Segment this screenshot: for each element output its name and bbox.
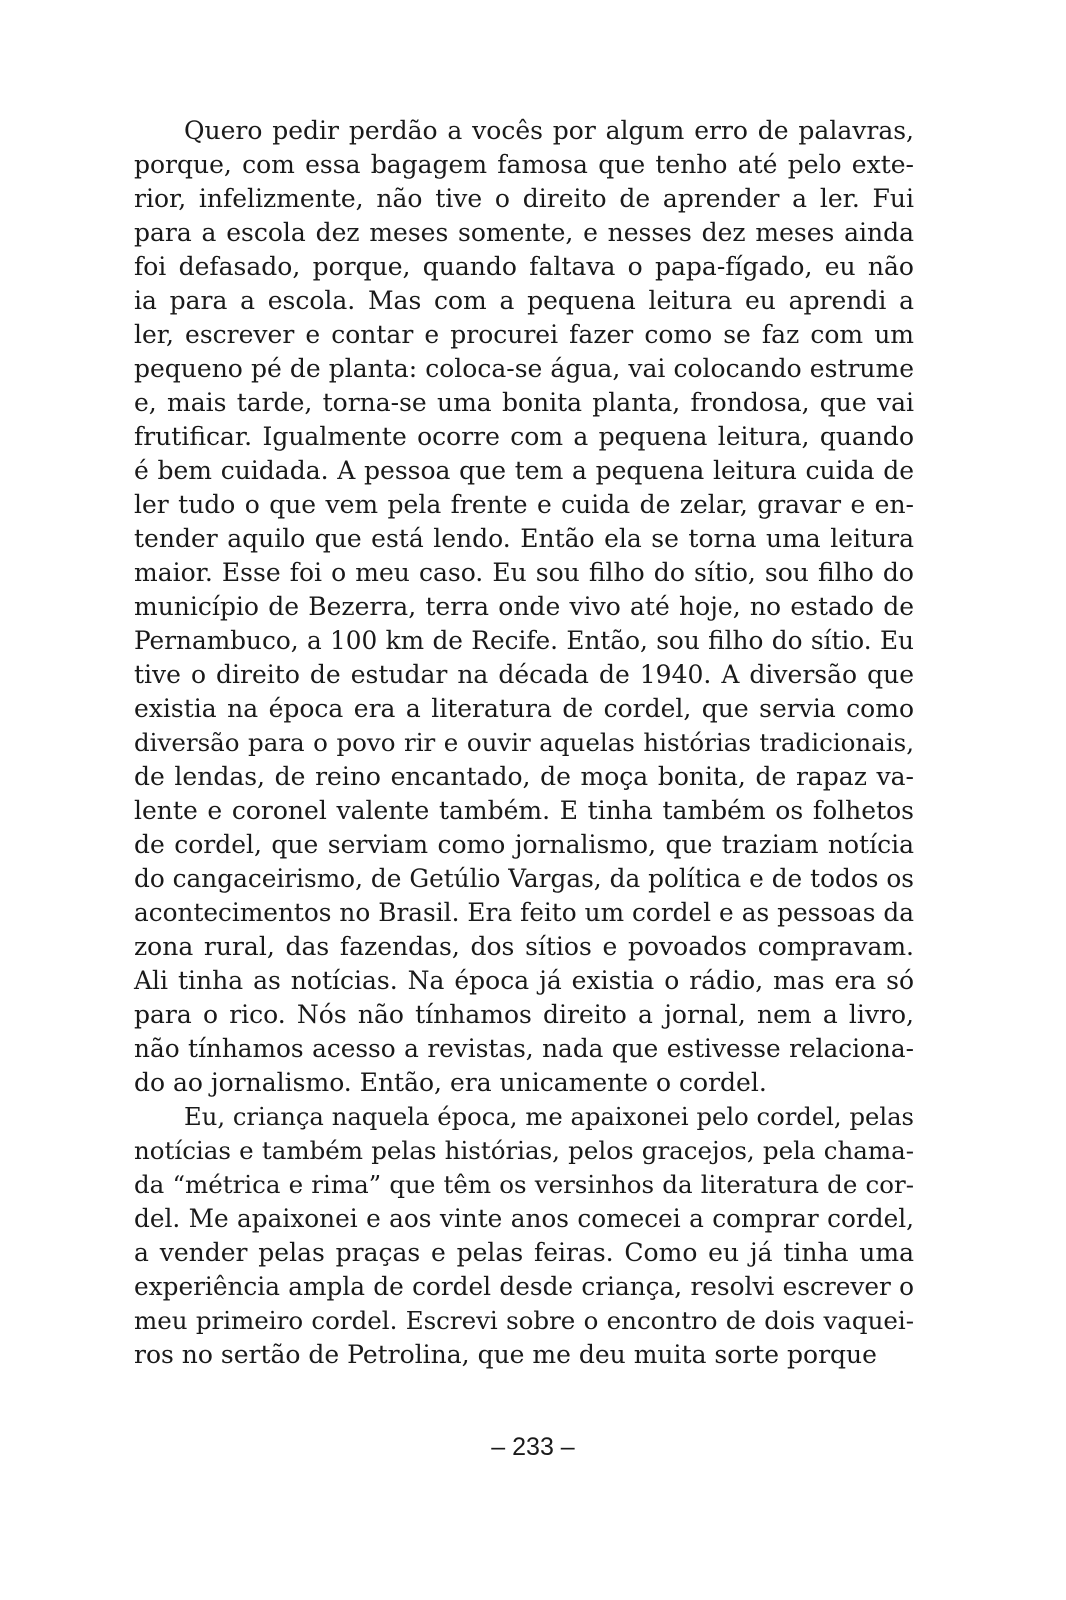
page-number: – 233 –	[491, 1433, 575, 1461]
text-line: de lendas, de reino encantado, de moça bonita, de rapaz va-	[134, 762, 914, 791]
text-line: e, mais tarde, torna-se uma bonita planta, frondosa, que vai	[134, 388, 914, 417]
text-line: rior, infelizmente, não tive o direito de aprender a ler. Fui	[134, 184, 914, 213]
text-line: para a escola dez meses somente, e nesses dez meses ainda	[134, 218, 914, 247]
text-line: ros no sertão de Petrolina, que me deu muita sorte porque	[134, 1340, 877, 1369]
text-line: foi defasado, porque, quando faltava o papa-fígado, eu não	[134, 252, 914, 281]
text-line: existia na época era a literatura de cordel, que servia como	[134, 694, 914, 723]
text-line: acontecimentos no Brasil. Era feito um cordel e as pessoas da	[134, 898, 914, 927]
text-line: do cangaceirismo, de Getúlio Vargas, da política e de todos os	[134, 864, 914, 893]
text-line: diversão para o povo rir e ouvir aquelas histórias tradicionais,	[134, 728, 914, 757]
text-line: tender aquilo que está lendo. Então ela se torna uma leitura	[134, 524, 914, 553]
text-line: lente e coronel valente também. E tinha também os folhetos	[134, 796, 914, 825]
text-line: meu primeiro cordel. Escrevi sobre o encontro de dois vaquei-	[134, 1306, 914, 1335]
text-line: ler tudo o que vem pela frente e cuida de zelar, gravar e en-	[134, 490, 914, 519]
body-text	[134, 114, 914, 1372]
text-line: para o rico. Nós não tínhamos direito a jornal, nem a livro,	[134, 1000, 914, 1029]
text-line: maior. Esse foi o meu caso. Eu sou filho do sítio, sou filho do	[134, 558, 914, 587]
text-line: da “métrica e rima” que têm os versinhos da literatura de cor-	[134, 1170, 914, 1199]
text-line: ia para a escola. Mas com a pequena leitura eu aprendi a	[134, 286, 914, 315]
text-line: ler, escrever e contar e procurei fazer como se faz com um	[134, 320, 914, 349]
text-line: a vender pelas praças e pelas feiras. Como eu já tinha uma	[134, 1238, 914, 1267]
text-line: zona rural, das fazendas, dos sítios e povoados compravam.	[134, 932, 914, 961]
text-line: porque, com essa bagagem famosa que tenho até pelo exte-	[134, 150, 914, 179]
text-line: experiência ampla de cordel desde criança, resolvi escrever o	[134, 1272, 914, 1301]
text-line: não tínhamos acesso a revistas, nada que estivesse relaciona-	[134, 1034, 914, 1063]
text-line: é bem cuidada. A pessoa que tem a pequena leitura cuida de	[134, 456, 914, 485]
text-line: Ali tinha as notícias. Na época já existia o rádio, mas era só	[134, 966, 914, 995]
text-line: município de Bezerra, terra onde vivo até hoje, no estado de	[134, 592, 914, 621]
paragraph	[134, 114, 914, 1100]
text-line: tive o direito de estudar na década de 1940. A diversão que	[134, 660, 914, 689]
text-line: de cordel, que serviam como jornalismo, que traziam notícia	[134, 830, 914, 859]
text-line: Pernambuco, a 100 km de Recife. Então, sou filho do sítio. Eu	[134, 626, 914, 655]
paragraph	[134, 1100, 914, 1372]
text-line: Quero pedir perdão a vocês por algum erro de palavras,	[184, 116, 914, 145]
text-line: pequeno pé de planta: coloca-se água, vai colocando estrume	[134, 354, 914, 383]
text-line: Eu, criança naquela época, me apaixonei pelo cordel, pelas	[184, 1102, 914, 1131]
text-line: frutificar. Igualmente ocorre com a pequena leitura, quando	[134, 422, 914, 451]
text-line: del. Me apaixonei e aos vinte anos comecei a comprar cordel,	[134, 1204, 914, 1233]
text-line: notícias e também pelas histórias, pelos gracejos, pela chama-	[134, 1136, 914, 1165]
text-line: do ao jornalismo. Então, era unicamente o cordel.	[134, 1068, 767, 1097]
